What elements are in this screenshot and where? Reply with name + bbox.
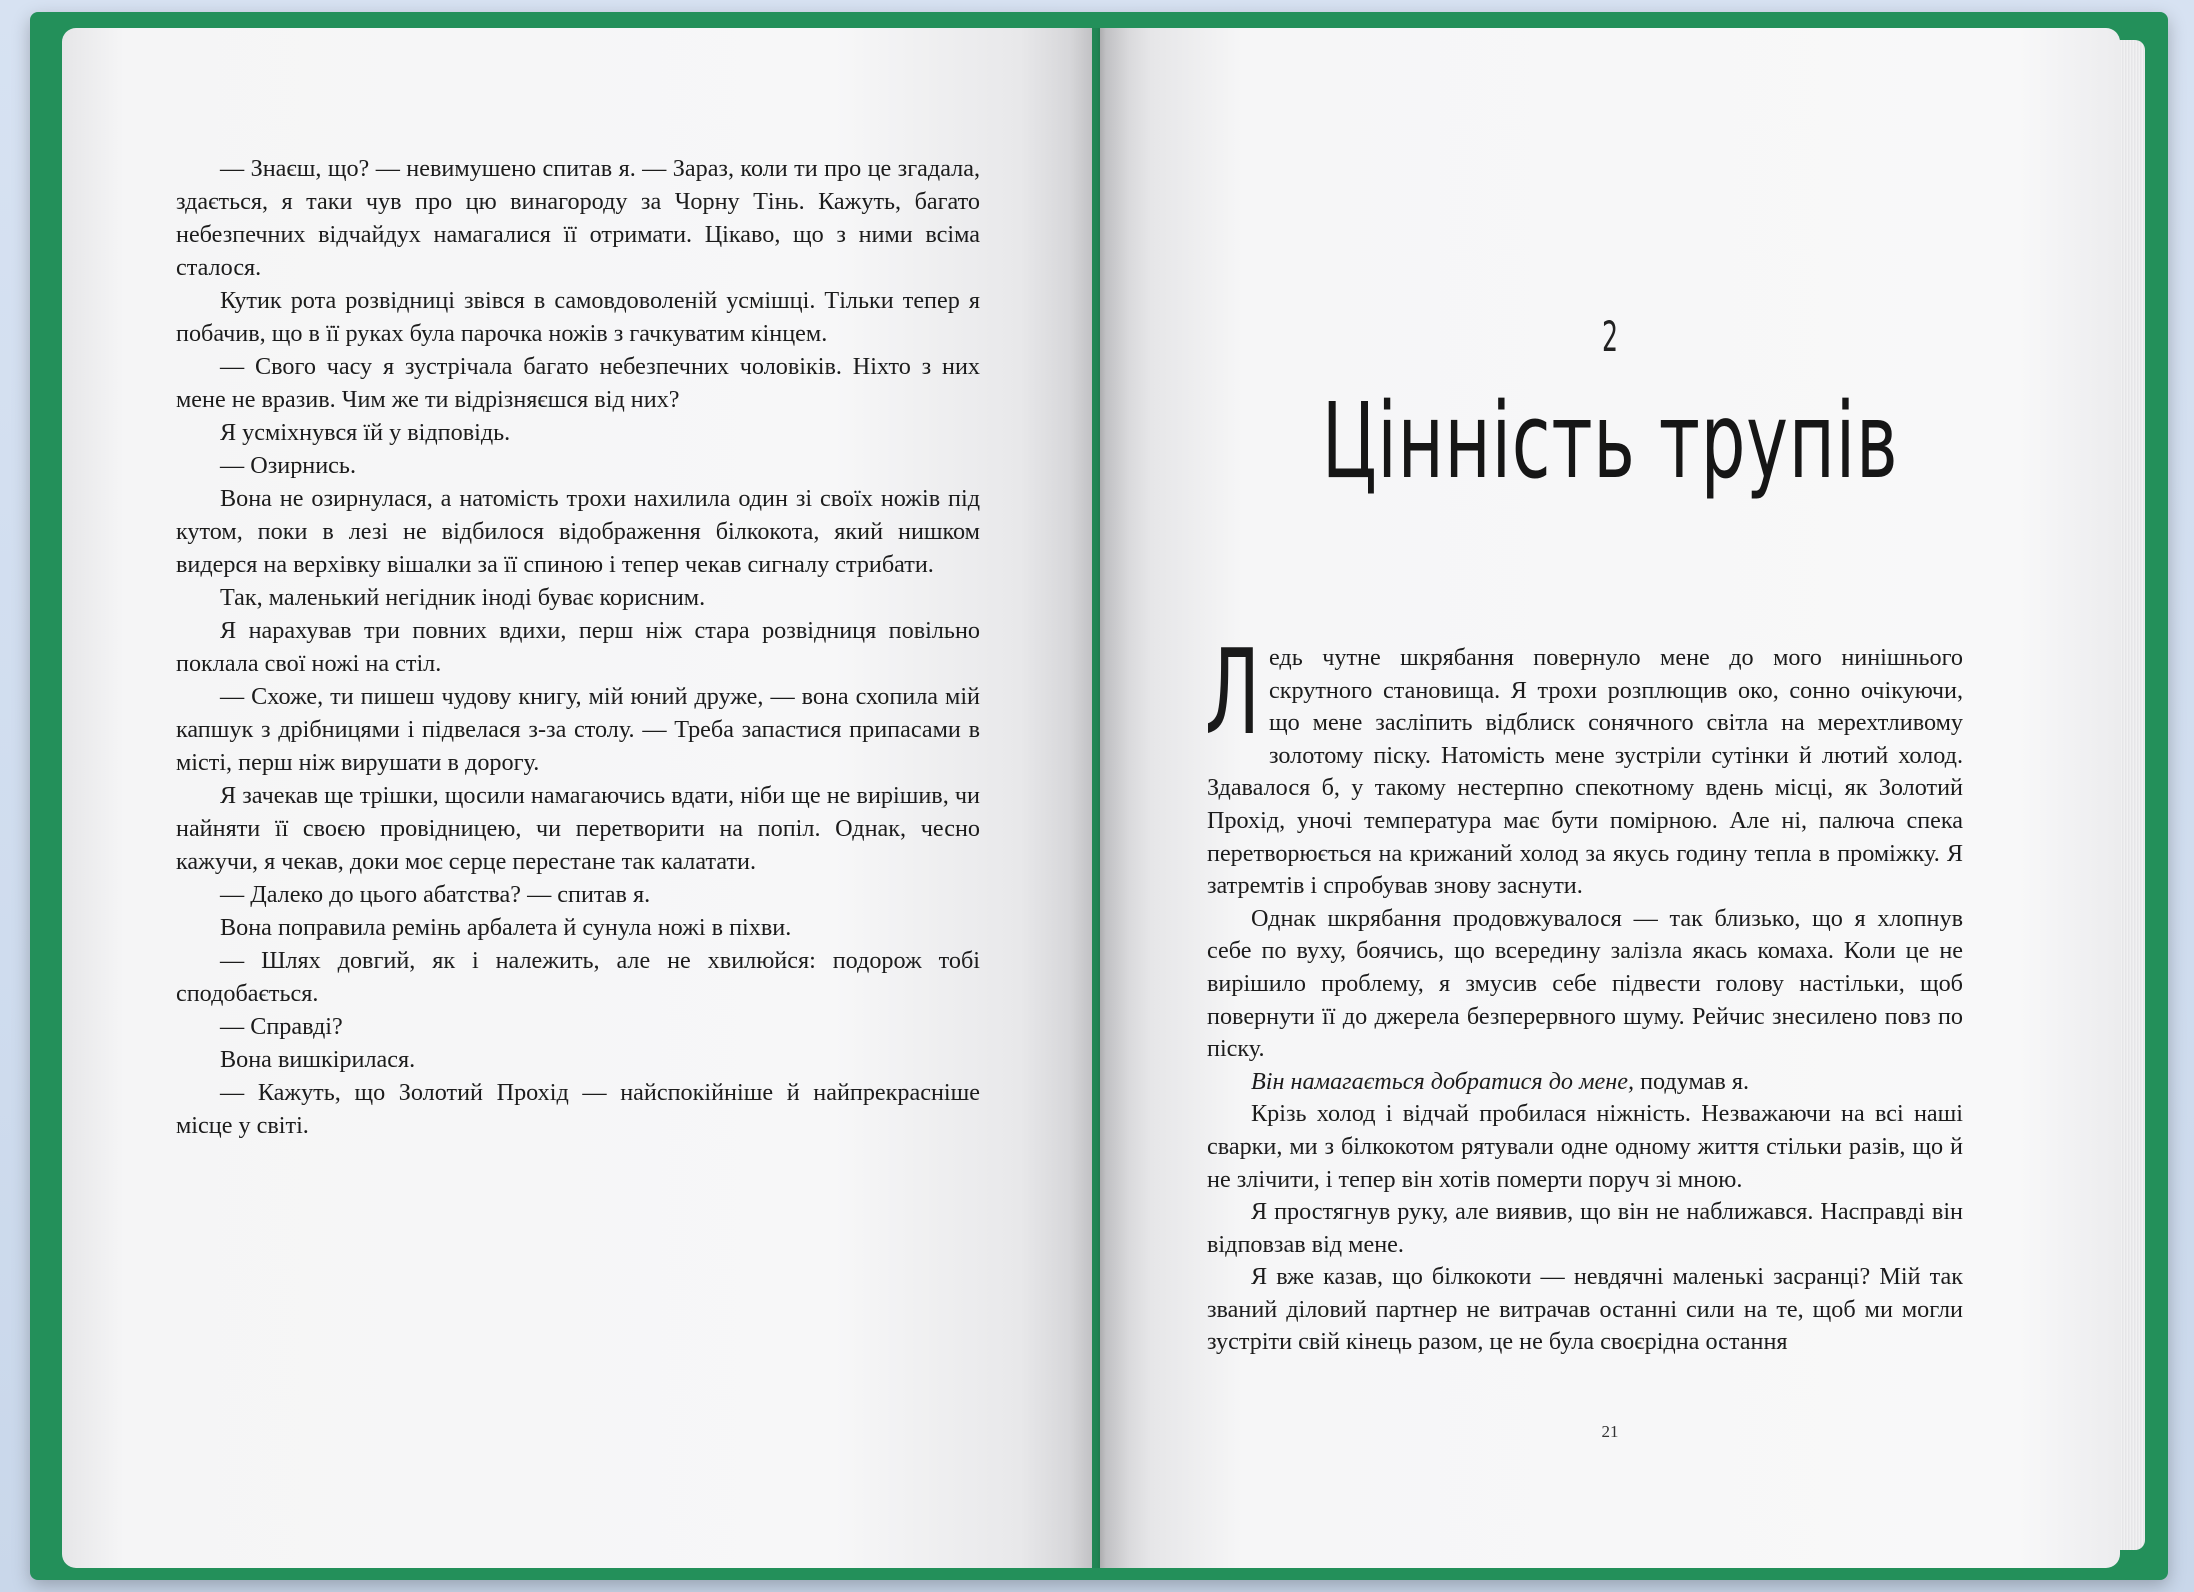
paragraph: — Справді?: [220, 1013, 343, 1040]
drop-cap: Л: [1205, 623, 1261, 761]
paragraph: Вона поправила ремінь арбалета й сунула ножі в піхви.: [220, 914, 792, 941]
chapter-title: Цінність трупів: [1321, 380, 1899, 502]
left-page-text: [176, 152, 980, 1142]
page-number: 21: [1601, 1422, 1619, 1441]
paragraph: — Свого часу я зустрічала багато небезпечних чоловіків. Ніхто з них мене не вразив. Чим же ти відрізняєшся від них?: [176, 353, 980, 413]
paragraph: Я нарахував три повних вдихи, перш ніж стара розвідниця повільно поклала свої ножі на стіл.: [176, 617, 980, 677]
book-spine: [1070, 28, 1130, 1568]
paragraph: Кутик рота розвідниці звівся в самовдоволеній усмішці. Тільки тепер я побачив, що в її руках була парочка ножів з гачкуватим кінцем.: [176, 287, 980, 347]
paragraph: — Озирнись.: [220, 452, 356, 479]
paragraph-text: подумав я.: [1634, 1067, 1750, 1095]
paragraph: Так, маленький негідник іноді буває корисним.: [220, 584, 706, 611]
paragraph: — Шлях довгий, як і належить, але не хвилюйся: подорож тобі сподобається.: [176, 947, 980, 1007]
paragraph: Я усміхнувся їй у відповідь.: [220, 419, 511, 446]
paragraph: Я простягнув руку, але виявив, що він не наближався. Насправді він відповзав від мене.: [1207, 1198, 1963, 1258]
paragraph: — Схоже, ти пишеш чудову книгу, мій юний друже, — вона схопила мій капшук з дрібницями і підвелася з-за столу. — Треба запастися припасами в місті, перш ніж вирушати в дорогу.: [176, 683, 980, 776]
paragraph-text: едь чутне шкрябання повернуло мене до мого нинішнього скрутного становища. Я трохи розплющив око, сонно очікуючи, що мене засліпить відблиск сонячного світла на мерехтливому золотому піску. Натомість мене зустріли сутінки й лютий холод. Здавалося б, у такому нестерпно спекотному вдень місці, як Золотий Прохід, уночі температура має бути помірною. Але ні, палюча спека перетворюється на крижаний холод за якусь годину тепла в проміжку. Я затремтів і спробував знову заснути.: [1207, 644, 1963, 900]
chapter-number: 2: [1601, 312, 1619, 361]
paragraph: — Знаєш, що? — невимушено спитав я. — Зараз, коли ти про це згадала, здається, я таки чув про цю винагороду за Чорну Тінь. Кажуть, багато небезпечних відчайдух намагалися її отримати. Цікаво, що з ними всіма сталося.: [176, 155, 980, 281]
paragraph: — Далеко до цього абатства? — спитав я.: [220, 881, 651, 908]
paragraph: [1205, 623, 1963, 903]
italic-text: Він намагається добратися до мене,: [1251, 1067, 1635, 1095]
paragraph: Вона вишкірилася.: [220, 1046, 416, 1073]
paragraph: Вона не озирнулася, а натомість трохи нахилила один зі своїх ножів під кутом, поки в лезі не відбилося відображення білкокота, який нишком видерся на верхівку вішалки за її спиною і тепер чекав сигналу стрибати.: [176, 485, 980, 578]
paragraph: — Кажуть, що Золотий Прохід — найспокійніше й найпрекрасніше місце у світі.: [176, 1079, 980, 1139]
paragraph: [1207, 1066, 1963, 1099]
paragraph: Однак шкрябання продовжувалося — так близько, що я хлопнув себе по вуху, боячись, що всередину залізла якась комаха. Коли це не вирішило проблему, я змусив себе підвести голову настільки, щоб повернути її до джерела безперервного шуму. Рейчис знесилено повз по піску.: [1207, 904, 1963, 1063]
paragraph: Я вже казав, що білкокоти — невдячні маленькі засранці? Мій так званий діловий партнер не витрачав останні сили на те, щоб ми могли зустріти свій кінець разом, це не була своєрідна остання: [1207, 1263, 1963, 1356]
right-page-text: [1205, 623, 1963, 1359]
paragraph: Крізь холод і відчай пробилася ніжність. Незважаючи на всі наші сварки, ми з білкокотом рятували одне одному життя стільки разів, що й не злічити, і тепер він хотів померти поруч зі мною.: [1207, 1100, 1963, 1193]
paragraph: Я зачекав ще трішки, щосили намагаючись вдати, ніби ще не вирішив, чи найняти її своєю провідницею, чи перетворити на попіл. Однак, чесно кажучи, я чекав, доки моє серце перестане так калатати.: [176, 782, 980, 875]
